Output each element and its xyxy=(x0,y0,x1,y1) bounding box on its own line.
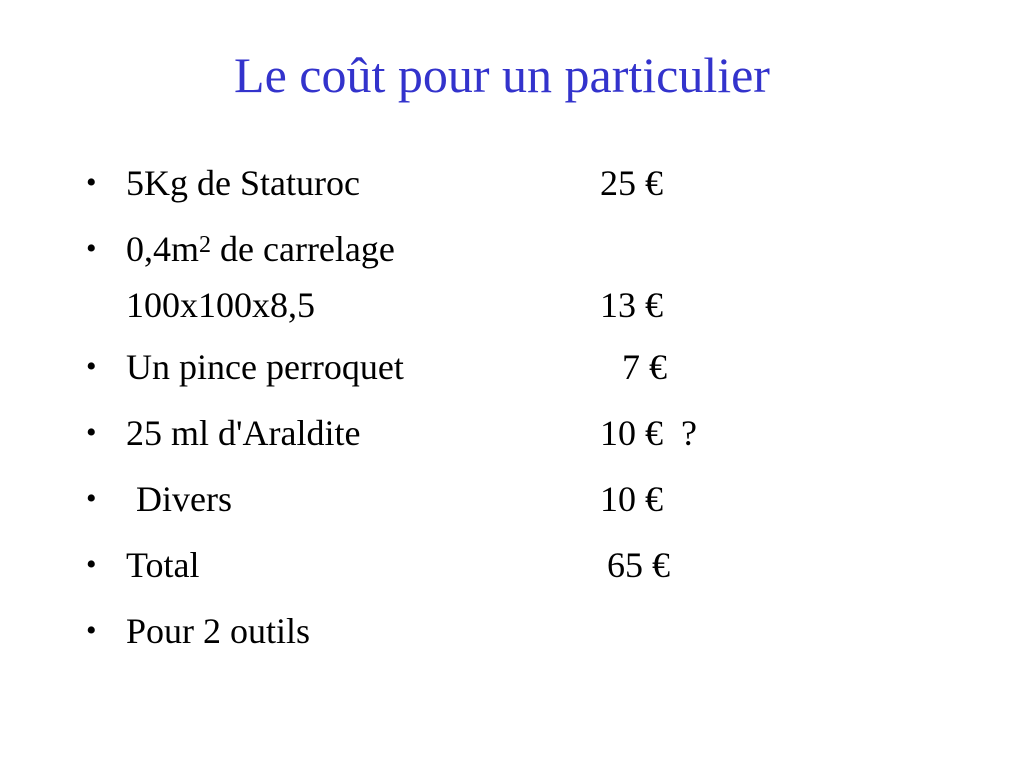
item-amount: 13 € xyxy=(600,285,663,325)
item-amount: 65 € xyxy=(607,545,670,585)
item-amount: 7 € xyxy=(622,347,667,387)
bullet-icon: • xyxy=(86,548,97,581)
bullet-icon: • xyxy=(86,614,97,647)
list-item-carrelage xyxy=(0,229,1024,325)
item-label: Total xyxy=(126,545,200,585)
bullet-icon: • xyxy=(86,166,97,199)
list-item-pour-2-outils xyxy=(0,611,1024,651)
slide-title: Le coût pour un particulier xyxy=(234,47,770,103)
item-amount: 25 € xyxy=(600,163,663,203)
list-item-total xyxy=(0,545,1024,585)
list-item-staturoc xyxy=(0,163,1024,203)
item-label: Pour 2 outils xyxy=(126,611,311,651)
bullet-icon: • xyxy=(86,350,97,383)
list-item-divers xyxy=(0,479,1024,519)
item-label-superscript: 2 xyxy=(199,232,212,258)
item-label: 5Kg de Staturoc xyxy=(126,163,360,203)
item-label-text-end: de carrelage xyxy=(211,229,395,269)
item-label-dimensions: 100x100x8,5 xyxy=(126,285,315,325)
bullet-icon: • xyxy=(86,416,97,449)
item-label: 25 ml d'Araldite xyxy=(126,413,361,453)
bullet-icon: • xyxy=(86,482,97,515)
item-label xyxy=(126,229,395,269)
item-label: Un pince perroquet xyxy=(126,347,404,387)
item-amount: 10 € ? xyxy=(600,413,697,453)
list-item-araldite xyxy=(0,413,1024,453)
item-label: Divers xyxy=(136,479,232,519)
list-item-pince xyxy=(0,347,1024,387)
bullet-icon: • xyxy=(86,232,97,265)
item-label-text: 0,4m xyxy=(126,229,200,269)
item-amount: 10 € xyxy=(600,479,663,519)
